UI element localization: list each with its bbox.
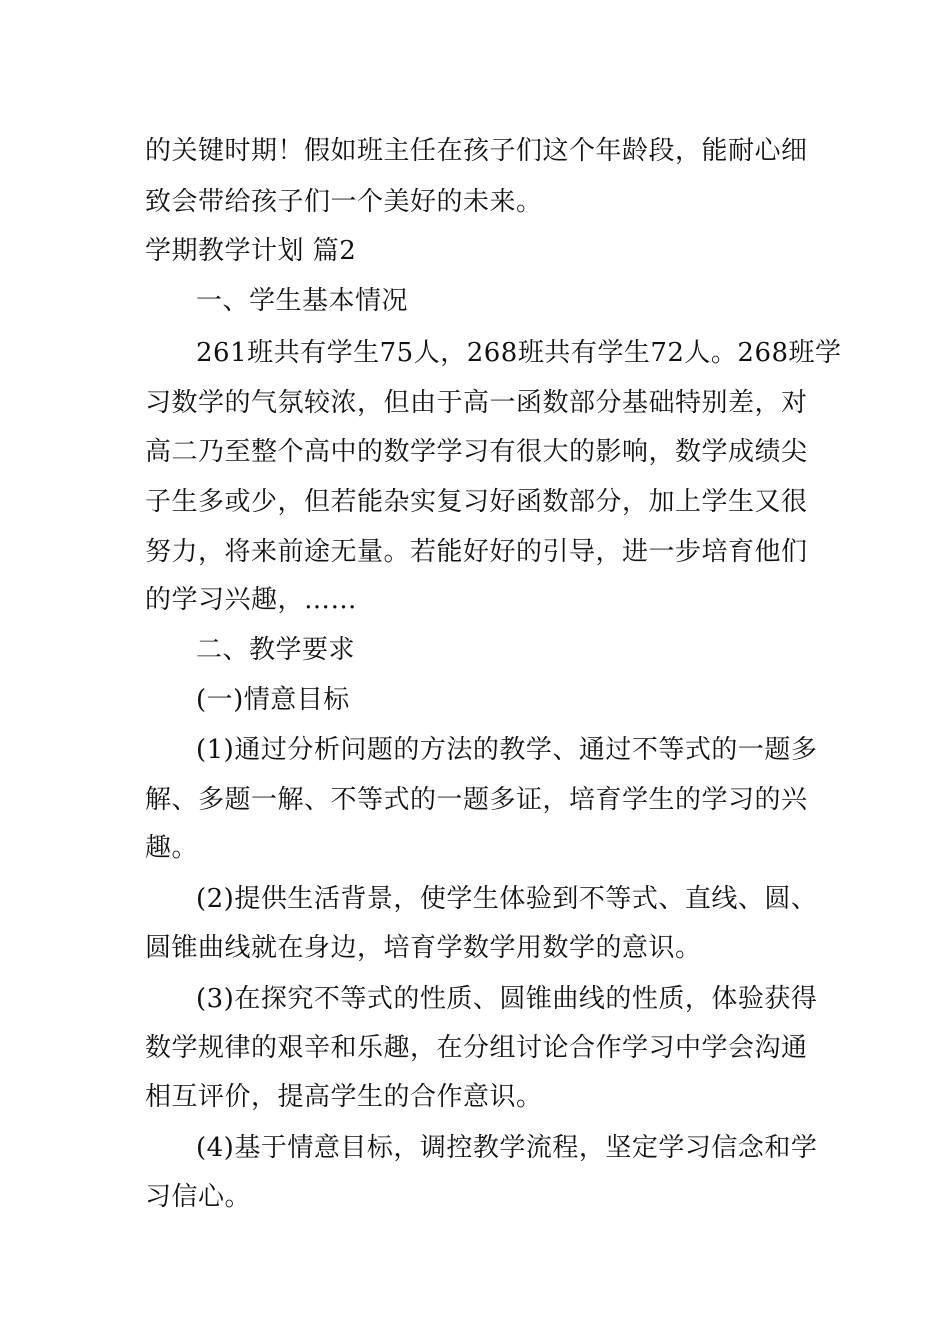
list-item-line: (4)基于情意目标，调控教学流程，坚定学习信念和学 bbox=[196, 1133, 818, 1163]
paragraph-line: 习数学的气氛较浓，但由于高一函数部分基础特别差，对 bbox=[145, 388, 808, 418]
heading-student-situation: 一、学生基本情况 bbox=[196, 286, 409, 316]
paragraph-line: 的关键时期！假如班主任在孩子们这个年龄段，能耐心细 bbox=[145, 136, 808, 166]
paragraph-line: 子生多或少，但若能杂实复习好函数部分，加上学生又很 bbox=[145, 487, 808, 517]
paragraph-line: 相互评价，提高学生的合作意识。 bbox=[145, 1082, 543, 1112]
paragraph-line: 数学规律的艰辛和乐趣，在分组讨论合作学习中学会沟通 bbox=[145, 1033, 808, 1063]
paragraph-line: 261班共有学生75人，268班共有学生72人。268班学 bbox=[196, 338, 842, 368]
subheading-affective-goals: (一)情意目标 bbox=[196, 685, 350, 715]
paragraph-line: 习信心。 bbox=[145, 1182, 252, 1212]
list-item-line: (2)提供生活背景，使学生体验到不等式、直线、圆、 bbox=[196, 884, 818, 914]
paragraph-line: 趣。 bbox=[145, 833, 199, 863]
paragraph-line: 的学习兴趣，…… bbox=[145, 585, 358, 615]
paragraph-line: 解、多题一解、不等式的一题多证，培育学生的学习的兴 bbox=[145, 785, 808, 815]
heading-teaching-requirements: 二、教学要求 bbox=[196, 635, 356, 665]
paragraph-line: 努力，将来前途无量。若能好好的引导，进一步培育他们 bbox=[145, 537, 808, 567]
paragraph-line: 圆锥曲线就在身边，培育学数学用数学的意识。 bbox=[145, 933, 702, 963]
paragraph-line: 致会带给孩子们一个美好的未来。 bbox=[145, 187, 543, 217]
list-item-line: (3)在探究不等式的性质、圆锥曲线的性质，体验获得 bbox=[196, 984, 818, 1014]
section-title: 学期教学计划 篇2 bbox=[145, 236, 357, 266]
paragraph-line: 高二乃至整个高中的数学学习有很大的影响，数学成绩尖 bbox=[145, 437, 808, 467]
list-item-line: (1)通过分析问题的方法的教学、通过不等式的一题多 bbox=[196, 735, 818, 765]
